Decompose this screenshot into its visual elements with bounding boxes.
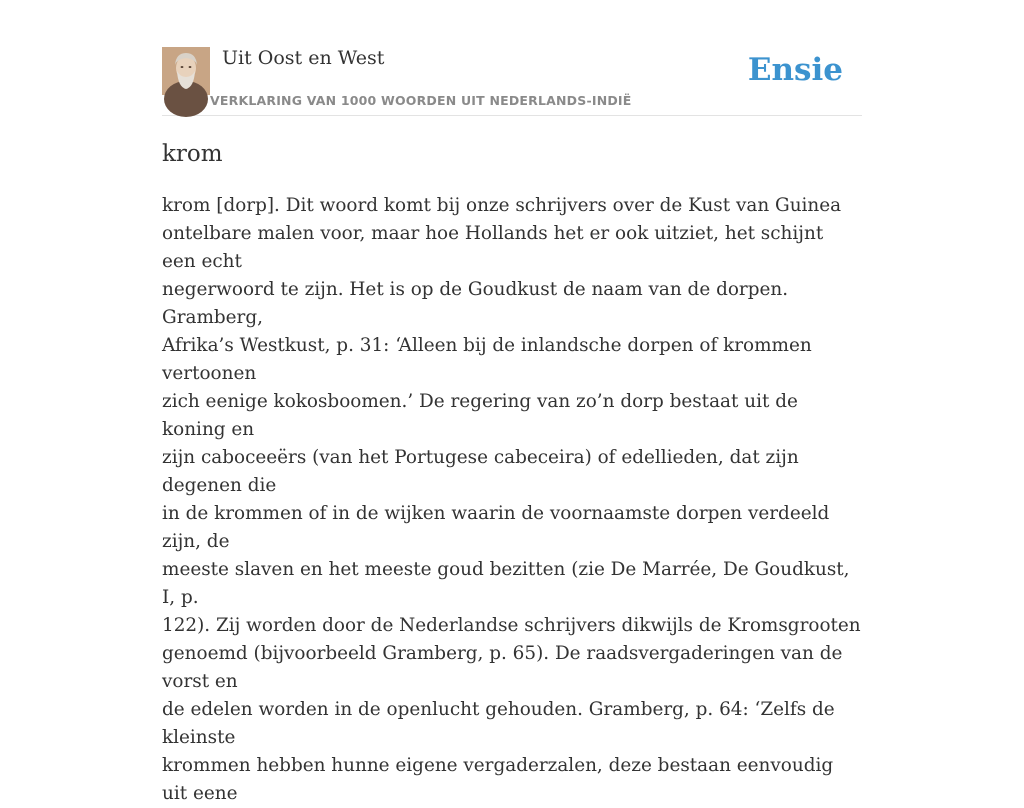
source-header [162,0,862,116]
ensie-logo-link[interactable]: Ensie [747,52,843,88]
definition-line: zijn caboceeërs (van het Portugese cabeceira) of edellieden, dat zijn degenen die [162,447,799,496]
definition-line: krommen hebben hunne eigene vergaderzalen, deze bestaan eenvoudig uit eene [162,755,834,804]
source-title[interactable]: Uit Oost en West [222,47,385,69]
portrait-avatar-icon[interactable] [162,47,210,95]
definition-line: zich eenige kokosboomen.’ De regering van zo’n dorp bestaat uit de koning en [162,391,798,440]
definition-line: meeste slaven en het meeste goud bezitten (zie De Marrée, De Goudkust, I, p. [162,559,850,608]
definition-line: ontelbare malen voor, maar hoe Hollands het er ook uitziet, het schijnt een echt [162,223,824,272]
definition-line: genoemd (bijvoorbeeld Gramberg, p. 65). De raadsvergaderingen van de vorst en [162,643,843,692]
definition-line: krom [dorp]. Dit woord komt bij onze schrijvers over de Kust van Guinea [162,195,842,216]
definition-line: Afrika’s Westkust, p. 31: ‘Alleen bij de inlandsche dorpen of krommen vertoonen [162,335,812,384]
entry-headword: krom [162,141,223,167]
definition-line: de edelen worden in de openlucht gehouden. Gramberg, p. 64: ‘Zelfs de kleinste [162,699,835,748]
definition-line: 122). Zij worden door de Nederlandse schrijvers dikwijls de Kromsgrooten [162,615,861,636]
content-container [162,0,862,804]
definition-line: in de krommen of in de wijken waarin de voornaamste dorpen verdeeld zijn, de [162,503,830,552]
entry-definition [162,192,862,808]
source-subtitle: VERKLARING VAN 1000 WOORDEN UIT NEDERLANDS-INDIË [210,93,632,108]
definition-line: negerwoord te zijn. Het is op de Goudkust de naam van de dorpen. Gramberg, [162,279,789,328]
portrait-graphic [162,47,210,95]
